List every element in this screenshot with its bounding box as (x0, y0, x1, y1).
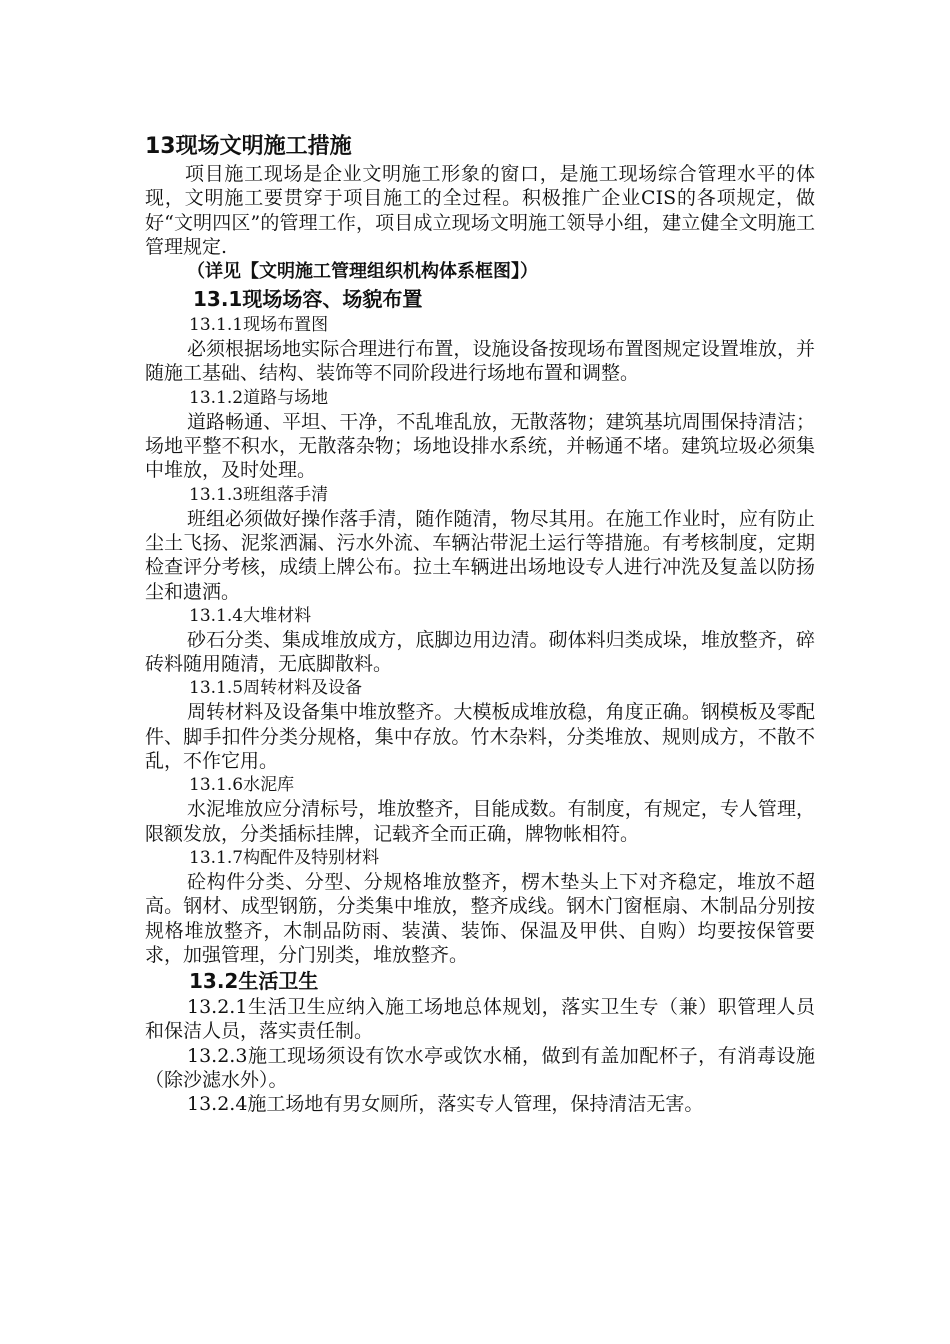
subsection-heading: 13.1.6水泥库 (189, 775, 295, 796)
subsection-body: 砼构件分类、分型、分规格堆放整齐，楞木垫头上下对齐稳定，堆放不超高。钢材、成型钢筋，分类集中堆放，整齐成线。钢木门窗框扇、木制品分别按规格堆放整齐，木制品防雨、装潢、装饰、保温及甲供、自购）均要按保管要求，加强管理，分门别类，堆放整齐。 (145, 870, 815, 966)
section-13-1-title: 13.1现场场容、场貌布置 (193, 287, 423, 312)
hygiene-item: 13.2.4施工场地有男女厕所，落实专人管理，保持清洁无害。 (187, 1093, 704, 1116)
hygiene-item: 13.2.3施工现场须设有饮水亭或饮水桶，做到有盖加配杯子，有消毒设施（除沙滤水外）。 (145, 1044, 815, 1092)
section-13-intro: 项目施工现场是企业文明施工形象的窗口，是施工现场综合管理水平的体现，文明施工要贯穿于项目施工的全过程。积极推广企业CIS的各项规定，做好“文明四区”的管理工作，项目成立现场文明施工领导小组，建立健全文明施工管理规定. (145, 163, 815, 258)
subsection-body: 必须根据场地实际合理进行布置，设施设备按现场布置图规定设置堆放，并随施工基础、结构、装饰等不同阶段进行场地布置和调整。 (145, 338, 815, 385)
hygiene-item: 13.2.1生活卫生应纳入施工场地总体规划，落实卫生专（兼）职管理人员和保洁人员，落实责任制。 (145, 996, 815, 1043)
subsection-heading: 13.1.2道路与场地 (189, 387, 329, 408)
subsection-body: 水泥堆放应分清标号，堆放整齐，目能成数。有制度，有规定，专人管理，限额发放，分类插标挂牌，记载齐全而正确，牌物帐相符。 (145, 798, 815, 845)
subsection-heading: 13.1.7构配件及特别材料 (189, 847, 380, 868)
section-13-title: 13现场文明施工措施 (145, 134, 352, 159)
subsection-heading: 13.1.3班组落手清 (189, 484, 329, 505)
subsection-body: 周转材料及设备集中堆放整齐。大模板成堆放稳，角度正确。钢模板及零配件、脚手扣件分类分规格，集中存放。竹木杂料，分类堆放、规则成方，不散不乱，不作它用。 (145, 701, 815, 773)
section-13-2-title: 13.2生活卫生 (189, 969, 319, 994)
subsection-heading: 13.1.4大堆材料 (189, 605, 312, 626)
section-13-note: （详见【文明施工管理组织机构体系框图】） (187, 261, 538, 283)
subsection-heading: 13.1.5周转材料及设备 (189, 678, 363, 699)
subsection-body: 道路畅通、平坦、干净，不乱堆乱放，无散落物；建筑基坑周围保持清洁；场地平整不积水，无散落杂物；场地设排水系统，并畅通不堵。建筑垃圾必须集中堆放，及时处理。 (145, 410, 815, 482)
subsection-body: 班组必须做好操作落手清，随作随清，物尽其用。在施工作业时，应有防止尘土飞扬、泥浆洒漏、污水外流、车辆沾带泥土运行等措施。有考核制度，定期检查评分考核，成绩上牌公布。拉土车辆进出场地设专人进行冲洗及复盖以防扬尘和遗洒。 (145, 507, 815, 603)
document-content (145, 132, 815, 1117)
subsection-heading: 13.1.1现场布置图 (189, 315, 329, 336)
subsection-body: 砂石分类、集成堆放成方，底脚边用边清。砌体料归类成垛，堆放整齐，碎砖料随用随清，无底脚散料。 (145, 628, 815, 676)
